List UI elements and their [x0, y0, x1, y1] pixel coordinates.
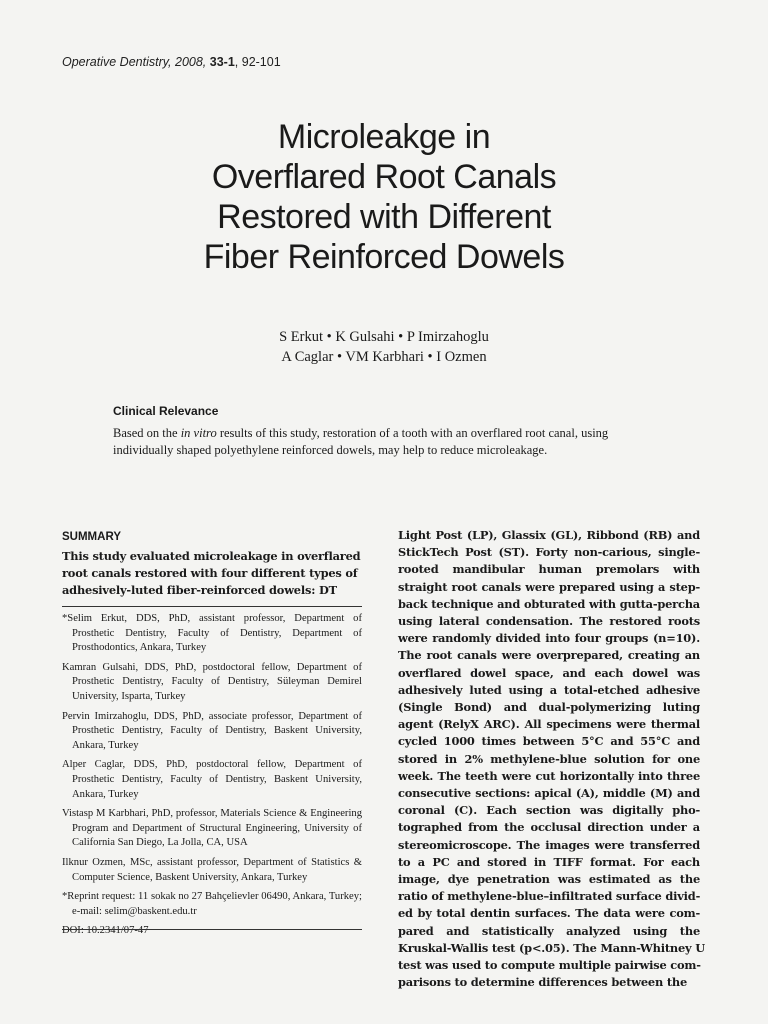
body-line: consecutive sections: apical (A), middle (M) and — [398, 786, 700, 801]
body-line: stereomicroscope. The images were transferred — [398, 837, 700, 852]
body-line: week. The teeth were cut horizontally into three — [398, 768, 700, 783]
body-line: (Single Bond) and dual-polymerizing luting — [398, 700, 700, 715]
body-line: StickTech Post (ST). Forty non-carious, single- — [398, 545, 700, 560]
body-line: coronal (C). Each section was digitally pho- — [398, 803, 700, 818]
body-line: Kruskal-Wallis test (p<.05). The Mann-Whitney U — [398, 940, 705, 955]
body-line: using lateral condensation. The restored roots — [398, 614, 700, 629]
body-line: image, dye penetration was estimated as the — [398, 872, 700, 887]
body-line: adhesively luted using a total-etched adhesive — [398, 682, 700, 697]
summary-heading: SUMMARY — [62, 531, 121, 543]
body-line: to a PC and stored in TIFF format. For each — [398, 854, 700, 869]
body-line: cycled 1000 times between 5°C and 55°C and — [398, 734, 700, 749]
body-line: parisons to determine differences between the — [398, 975, 688, 990]
body-line: The root canals were overprepared, creating an — [398, 648, 700, 663]
body-line: rooted mandibular human premolars with — [398, 562, 700, 577]
author-line: S Erkut • K Gulsahi • P Imirzahoglu — [279, 329, 489, 345]
summary-continuation — [398, 527, 705, 991]
body-line: tographed from the occlusal direction under a — [398, 820, 700, 835]
clinical-relevance-text — [113, 425, 658, 459]
body-line: straight root canals were prepared using a step- — [398, 579, 700, 594]
summary-line: This study evaluated microleakage in overflared — [62, 549, 361, 563]
footnote-divider-top — [62, 606, 362, 607]
body-line: stored in 2% methylene-blue solution for one — [398, 751, 700, 766]
affiliation-item: Kamran Gulsahi, DDS, PhD, postdoctoral fellow, Department of Prosthetic Dentistry, Faculty of Dentistry, Süleyman Demirel University, Isparta, Turkey — [62, 661, 362, 702]
body-line: overflared dowel space, and each dowel was — [398, 665, 700, 680]
author-list — [0, 327, 768, 367]
summary-line: root canals restored with four different types of — [62, 566, 358, 580]
affiliation-item: Alper Caglar, DDS, PhD, postdoctoral fellow, Department of Prosthetic Dentistry, Faculty of Dentistry, Baskent University, Ankara, Turkey — [62, 759, 362, 800]
affiliation-item: Pervin Imirzahoglu, DDS, PhD, associate professor, Department of Prosthetic Dentistry, Faculty of Dentistry, Baskent University, Ankara, Turkey — [62, 710, 362, 751]
clinical-text-italic: in vitro — [180, 426, 217, 440]
clinical-relevance-heading: Clinical Relevance — [113, 404, 219, 418]
reprint-request: *Reprint request: 11 sokak no 27 Bahçelievler 06490, Ankara, Turkey; e-mail: selim@baskent.edu.tr — [62, 891, 362, 917]
title-line: Overflared Root Canals — [211, 158, 557, 196]
summary-line: adhesively-luted fiber-reinforced dowels: DT — [62, 583, 337, 597]
author-line: A Caglar • VM Karbhari • I Ozmen — [281, 349, 487, 365]
body-line: ed by total dentin surfaces. The data were com- — [398, 906, 700, 921]
journal-name: Operative Dentistry, 2008, — [62, 55, 207, 69]
body-line: were randomly divided into four groups (n=10). — [398, 631, 700, 646]
body-line: ratio of methylene-blue–infiltrated surface divid- — [398, 889, 701, 904]
body-line: Light Post (LP), Glassix (GL), Ribbond (RB) and — [398, 528, 700, 542]
affiliation-item: *Selim Erkut, DDS, PhD, assistant professor, Department of Prosthetic Dentistry, Faculty of Dentistry, Department of Prosthodontics, Ankara, Turkey — [62, 613, 362, 654]
affiliation-item: Vistasp M Karbhari, PhD, professor, Materials Science & Engineering Program and Department of Structural Engineering, University of California San Diego, La Jolla, CA, USA — [62, 808, 362, 849]
title-line: Microleakge in — [277, 118, 491, 156]
clinical-text-part: Based on the — [113, 426, 181, 440]
journal-volume: 33-1 — [209, 55, 235, 69]
author-affiliations — [62, 612, 362, 944]
title-line: Fiber Reinforced Dowels — [203, 238, 565, 276]
doi: DOI: 10.2341/07-47 — [62, 925, 149, 937]
body-line: agent (RelyX ARC). All specimens were thermal — [398, 717, 700, 732]
body-line: test was used to compute multiple pairwise com- — [398, 958, 701, 973]
body-line: back technique and obturated with gutta-percha — [398, 596, 700, 611]
journal-pages: , 92-101 — [234, 55, 281, 69]
title-line: Restored with Different — [217, 198, 551, 236]
footnote-divider-bottom — [62, 929, 362, 930]
journal-citation — [62, 55, 281, 69]
body-line: pared and statistically analyzed using the — [398, 923, 700, 938]
summary-text — [62, 548, 362, 599]
clinical-text-part: results of this study, restoration of a tooth with an overflared root canal, using individually shaped polyethylene reinforced dowels, may help to reduce microleakage. — [113, 426, 609, 457]
article-title — [0, 117, 768, 277]
affiliation-item: Ilknur Ozmen, MSc, assistant professor, Department of Statistics & Computer Science, Baskent University, Ankara, Turkey — [62, 856, 362, 883]
